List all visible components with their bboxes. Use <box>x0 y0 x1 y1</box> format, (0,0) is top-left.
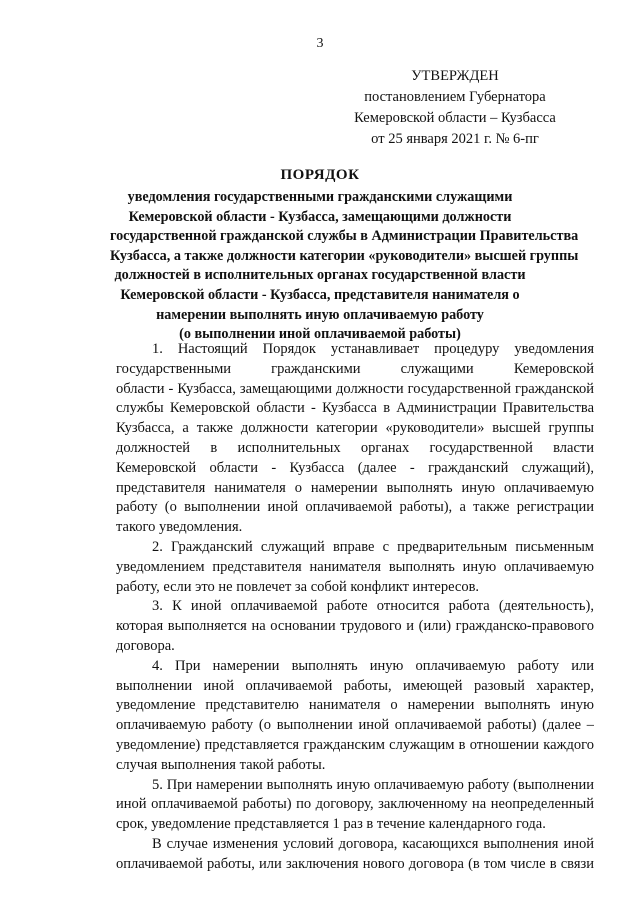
title-line: Кузбасса, а также должности категории «руководители» высшей группы <box>110 247 579 264</box>
text-line: такого уведомления. <box>116 519 243 536</box>
text-line: которая выполняется на основании трудового и (или) гражданско-правового <box>116 618 594 635</box>
text-line: договора. <box>116 637 175 654</box>
approval-stamp <box>330 66 580 150</box>
title-line: государственной гражданской службы в Администрации Правительства <box>110 228 579 245</box>
title-line: Кемеровской области - Кузбасса, замещающими должности <box>128 208 512 225</box>
approval-line: УТВЕРЖДЕН <box>411 68 499 84</box>
text-line: работу, если это не повлечет за собой конфликт интересов. <box>116 578 480 595</box>
paragraph-1 <box>116 340 594 538</box>
paragraph-2 <box>116 538 594 597</box>
title-heading: ПОРЯДОК <box>280 167 360 183</box>
text-line: оплачиваемой работы, или заключения нового договора (в том числе в связи <box>116 855 594 872</box>
title-line: намерении выполнять иную оплачиваемую работу <box>156 306 484 323</box>
text-line: 1. Настоящий Порядок устанавливает процедуру уведомления <box>152 341 594 357</box>
paragraph-3 <box>116 597 594 656</box>
text-line: 4. При намерении выполнять иную оплачиваемую работу или <box>152 657 594 674</box>
text-line: выполнении иной оплачиваемой работы, имеющей разовый характер, <box>116 677 594 694</box>
page-number: 3 <box>316 36 324 51</box>
text-line: области - Кузбасса, замещающими должности государственной гражданской <box>116 380 594 397</box>
title-line: Кемеровской области - Кузбасса, представителя нанимателя о <box>120 286 520 303</box>
paragraph-6 <box>116 835 594 875</box>
text-line: 5. При намерении выполнять иную оплачиваемую работу (выполнении <box>152 776 594 793</box>
text-line: срок, уведомление представляется 1 раз в течение календарного года. <box>116 816 546 833</box>
approval-line: от 25 января 2021 г. № 6-пг <box>371 131 539 147</box>
text-line: государственными гражданскими служащими Кемеровской <box>116 360 594 377</box>
text-line: службы Кемеровской области - Кузбасса в Администрации Правительства <box>116 400 594 417</box>
title-line: должностей в исполнительных органах государственной власти <box>114 267 526 284</box>
text-line: работу (о выполнении иной оплачиваемой работы), а также регистрации <box>116 499 594 516</box>
text-line: оплачиваемую работу (о выполнении иной оплачиваемой работы) (далее – <box>116 717 594 734</box>
document-body <box>116 340 594 875</box>
text-line: уведомлением представителя нанимателя выполнять иную оплачиваемую <box>116 558 594 575</box>
title-subtitle <box>110 188 579 345</box>
title-line: (о выполнении иной оплачиваемой работы) <box>179 326 461 343</box>
text-line: должностей в исполнительных органах государственной власти <box>116 439 594 456</box>
text-line: 3. К иной оплачиваемой работе относится работа (деятельность), <box>152 598 594 615</box>
text-line: представителя нанимателя о намерении выполнять иную оплачиваемую <box>116 479 594 496</box>
text-line: В случае изменения условий договора, касающихся выполнения иной <box>152 835 594 852</box>
text-line: иной оплачиваемой работы) по договору, заключенному на неопределенный <box>116 796 594 813</box>
paragraph-4 <box>116 657 594 776</box>
approval-line: постановлением Губернатора <box>364 89 546 105</box>
text-line: Кемеровской области - Кузбасса (далее - гражданский служащий), <box>116 459 594 476</box>
text-line: случая выполнения такой работы. <box>116 756 326 773</box>
paragraph-5 <box>116 776 594 835</box>
text-line: 2. Гражданский служащий вправе с предварительным письменным <box>152 538 594 555</box>
title-line: уведомления государственными гражданскими служащими <box>127 189 513 205</box>
approval-line: Кемеровской области – Кузбасса <box>354 110 556 126</box>
text-line: уведомление) представляется гражданским служащим в отношении каждого <box>116 736 594 753</box>
text-line: Кузбасса, а также должности категории «руководители» высшей группы <box>116 420 594 437</box>
text-line: уведомление представителю нанимателя о намерении выполнять иную <box>116 697 594 714</box>
document-title <box>110 165 579 345</box>
